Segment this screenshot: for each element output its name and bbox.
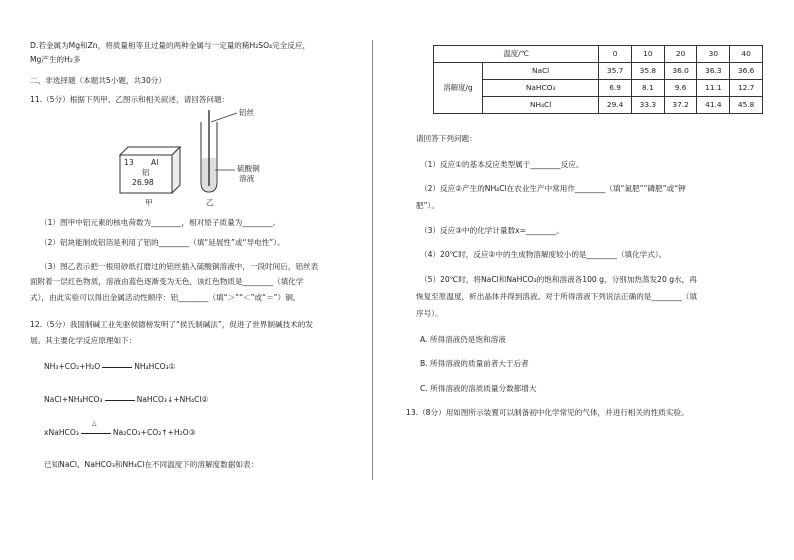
fig-yi-test-tube	[195, 108, 305, 196]
temp-10: 10	[631, 46, 664, 63]
cell: 37.2	[664, 97, 697, 114]
option-b: B. 所得溶液的质量前者大于后者	[420, 359, 529, 368]
q12-part5-line2: 恢复至原温度，析出晶体并得到溶液。对于所得溶液下列说法正确的是________（填	[416, 292, 697, 301]
temp-30: 30	[697, 46, 730, 63]
q11-part3-line2: 面附着一层红色物质，溶液由蓝色逐渐变为无色，该红色物质是________（填化学	[30, 277, 304, 286]
cell: 36.3	[697, 63, 730, 80]
section2-heading: 二、非选择题（本题共5小题，共30分）	[30, 76, 166, 85]
q11-part3-line3: 式），由此实验可以得出金属活动性顺序：铝________（填“＞”“＜”或“＝”）铜。	[30, 293, 301, 302]
q12-table-intro: 已知NaCl、NaHCO₃和NH₄Cl在不同温度下的溶解度数据如表：	[44, 460, 259, 469]
fig-jia-element-cube	[118, 145, 184, 195]
element-mass: 26.98	[132, 178, 154, 187]
equation-2	[44, 395, 208, 404]
row-name: NaCl	[483, 63, 599, 80]
option-a: A. 所得溶液仍是饱和溶液	[420, 335, 506, 344]
eq3-left: xNaHCO₃	[44, 428, 79, 437]
cell: 45.8	[730, 97, 763, 114]
q12-part1: （1）反应①的基本反应类型属于________反应。	[420, 160, 584, 169]
fig-yi-caption: 乙	[206, 198, 214, 207]
d-option-line1: D.若金属为Mg和Zn，将质量相等且过量的两种金属与一定量的稀H₂SO₄完全反应，	[30, 41, 311, 50]
element-name: 铝	[142, 168, 150, 177]
cell: 41.4	[697, 97, 730, 114]
fig-jia-caption: 甲	[145, 198, 153, 207]
eq2-arrow	[105, 400, 135, 401]
cell: 36.6	[730, 63, 763, 80]
table-row	[434, 97, 763, 114]
q12-part2-line2: 肥”）。	[416, 201, 439, 210]
table-row	[434, 63, 763, 80]
eq3-arrow-wrap	[79, 420, 113, 437]
label-wire: 铝丝	[239, 108, 255, 117]
cell: 35.8	[631, 63, 664, 80]
cell: 9.6	[664, 80, 697, 97]
label-solution-1: 硫酸铜	[237, 164, 260, 173]
temp-20: 20	[664, 46, 697, 63]
temp-header: 温度/℃	[434, 46, 599, 63]
q12-part4: （4）20℃时，反应②中的生成物溶解度较小的是________（填化学式）。	[420, 250, 667, 259]
cube-outline-icon	[118, 145, 184, 195]
d-option-line2: Mg产生的H₂多	[30, 55, 81, 64]
temp-0: 0	[599, 46, 632, 63]
q11-part1: （1）图甲中铝元素的核电荷数为________，相对原子质量为________。	[40, 218, 281, 227]
q12-line1: 12.（5分）我国制碱工业先驱侯德榜发明了“侯氏制碱法”，促进了世界制碱技术的发	[30, 320, 313, 329]
eq1-right: NH₄HCO₃①	[134, 362, 176, 371]
cell: 36.0	[664, 63, 697, 80]
q13-stem: 13.（8分）用如图所示装置可以制备初中化学常见的气体，并进行相关的性质实验。	[406, 408, 689, 417]
q11-part2: （2）铝块能制成铝箔是利用了铝的________（填“延展性”或“导电性”）。	[40, 238, 285, 247]
eq3-condition: △	[91, 420, 97, 427]
q12-part5-line3: 序号）。	[416, 309, 443, 318]
q11-part3-line1: （3）图乙表示把一根用砂纸打磨过的铝丝插入硫酸铜溶液中，一段时间后，铝丝表	[40, 262, 319, 271]
eq1-left: NH₃+CO₂+H₂O	[44, 362, 101, 371]
cell: 11.1	[697, 80, 730, 97]
right-intro: 请回答下列问题：	[416, 134, 477, 143]
column-divider	[372, 40, 373, 480]
eq2-left: NaCl+NH₄HCO₃	[44, 395, 103, 404]
solubility-label: 溶解度/g	[434, 63, 483, 114]
cell: 6.9	[599, 80, 632, 97]
cell: 29.4	[599, 97, 632, 114]
cell: 12.7	[730, 80, 763, 97]
solubility-table	[433, 45, 763, 114]
equation-1	[44, 362, 176, 371]
cell: 35.7	[599, 63, 632, 80]
q11-stem: 11.（5分）根据下列甲、乙图示和相关叙述，请回答问题：	[30, 95, 230, 104]
row-name: NH₄Cl	[483, 97, 599, 114]
q12-part5-line1: （5）20℃时，将NaCl和NaHCO₃的饱和溶液各100 g，分别加热蒸发20 g水，再	[420, 275, 697, 284]
table-row	[434, 80, 763, 97]
cell: 8.1	[631, 80, 664, 97]
cell: 33.3	[631, 97, 664, 114]
element-symbol: Al	[151, 158, 159, 167]
q12-part2-line1: （2）反应②产生的NH₄Cl在农业生产中常用作________（填“氮肥”“磷肥”或“钾	[420, 184, 686, 193]
table-header-row	[434, 46, 763, 63]
eq3-right: Na₂CO₃+CO₂↑+H₂O③	[112, 428, 196, 437]
eq2-right: NaHCO₃↓+NH₄Cl②	[136, 395, 209, 404]
row-name: NaHCO₃	[483, 80, 599, 97]
equation-3	[44, 420, 196, 437]
label-solution-2: 溶液	[239, 174, 255, 183]
q12-line2: 展。其主要化学反应原理如下：	[30, 336, 137, 345]
option-c: C. 所得溶液的溶质质量分数都增大	[420, 384, 537, 393]
temp-40: 40	[730, 46, 763, 63]
q12-part3: （3）反应③中的化学计量数x=________。	[420, 226, 564, 235]
eq1-arrow	[102, 367, 132, 368]
eq3-arrow	[81, 433, 111, 434]
element-number: 13	[124, 158, 134, 167]
